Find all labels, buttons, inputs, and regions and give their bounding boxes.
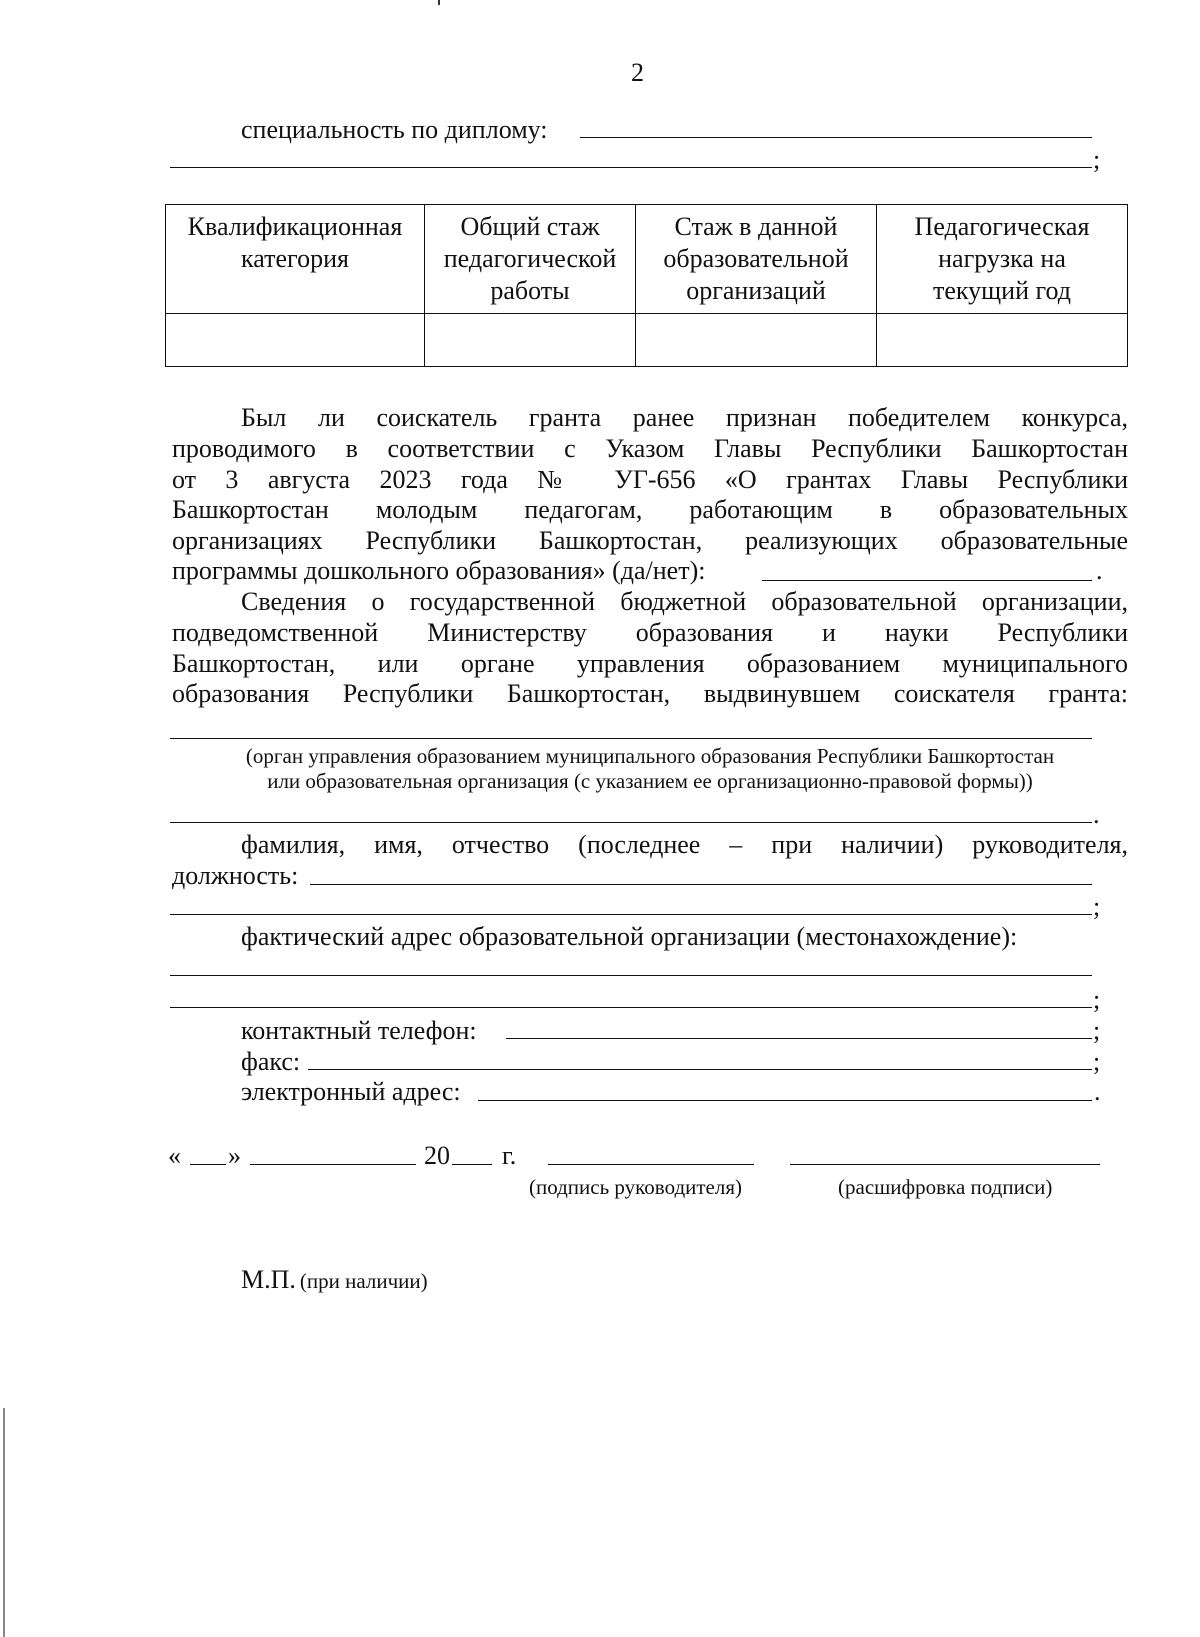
- winner-question-line-5: организациях Республики Башкортостан, реализующих образовательные: [172, 526, 1128, 555]
- header-experience-in-organization: Стаж в данной образовательной организаций: [636, 205, 877, 314]
- org-hint-line-1: (орган управления образованием муниципального образования Республики Башкортостан: [245, 744, 1055, 768]
- decryption-caption: (расшифровка подписи): [838, 1175, 1053, 1199]
- specialty-field-line-2[interactable]: [170, 167, 1092, 168]
- org-name-field-line-2[interactable]: [170, 822, 1092, 823]
- date-close-quote: »: [228, 1141, 241, 1170]
- winner-answer-end: .: [1096, 556, 1103, 585]
- email-label: электронный адрес:: [241, 1077, 461, 1106]
- address-field-line-2[interactable]: [170, 1007, 1092, 1008]
- qualification-table: [165, 204, 1128, 367]
- date-open-quote: «: [168, 1141, 181, 1170]
- head-name-field-line-2[interactable]: [170, 914, 1092, 915]
- org-hint-line-2: или образовательная организация (с указанием ее организационно-правовой формы)): [267, 769, 1033, 793]
- table-header-row: [166, 205, 1128, 314]
- table-row: [166, 314, 1128, 367]
- signature-decryption-field[interactable]: [790, 1164, 1100, 1165]
- winner-answer-field[interactable]: [762, 580, 1092, 581]
- date-day-field[interactable]: [190, 1164, 226, 1165]
- cell-experience-in-organization[interactable]: [636, 314, 877, 367]
- email-field[interactable]: [478, 1100, 1092, 1101]
- org-info-line-4: образования Республики Башкортостан, выдвинувшем соискателя гранта:: [172, 679, 1128, 708]
- winner-question-line-4: Башкортостан молодым педагогам, работающим в образовательных: [172, 495, 1128, 524]
- header-teaching-load: Педагогическая нагрузка на текущий год: [877, 205, 1128, 314]
- head-name-line-1: фамилия, имя, отчество (последнее – при наличии) руководителя,: [241, 830, 1128, 859]
- date-month-field[interactable]: [250, 1164, 416, 1165]
- specialty-end: ;: [1093, 145, 1101, 174]
- head-name-field-line-1[interactable]: [310, 884, 1092, 885]
- stamp-mp: М.П.: [241, 1265, 296, 1294]
- phone-end: ;: [1093, 1016, 1101, 1045]
- specialty-label: специальность по диплому:: [241, 115, 548, 144]
- winner-question-line-1: Был ли соискатель гранта ранее признан победителем конкурса,: [241, 403, 1128, 432]
- signature-caption: (подпись руководителя): [529, 1175, 743, 1199]
- date-year-field[interactable]: [452, 1164, 492, 1165]
- address-field-line-1[interactable]: [170, 975, 1092, 976]
- scan-dot: [438, 0, 440, 5]
- winner-question-line-3: от 3 августа 2023 года № УГ-656 «О грантах Главы Республики: [172, 465, 1128, 494]
- fax-field[interactable]: [308, 1069, 1092, 1070]
- scan-edge-mark: [3, 1408, 5, 1637]
- org-name-end: .: [1093, 800, 1100, 829]
- winner-question-line-2: проводимого в соответствии с Указом Главы Республики Башкортостан: [172, 434, 1128, 463]
- email-end: .: [1094, 1077, 1101, 1106]
- head-name-line-2: должность:: [172, 861, 299, 890]
- cell-qualification-category[interactable]: [166, 314, 425, 367]
- address-end: ;: [1093, 985, 1101, 1014]
- cell-teaching-load[interactable]: [877, 314, 1128, 367]
- date-year-prefix: 20: [424, 1141, 450, 1170]
- address-label: фактический адрес образовательной организации (местонахождение):: [241, 922, 1018, 951]
- stamp-note: [241, 1265, 428, 1295]
- cell-total-experience[interactable]: [425, 314, 636, 367]
- winner-question-line-6: программы дошкольного образования» (да/нет):: [172, 556, 706, 585]
- header-qualification-category: Квалификационная категория: [166, 205, 425, 314]
- org-name-field-line-1[interactable]: [170, 738, 1092, 739]
- specialty-field-line-1[interactable]: [580, 137, 1092, 138]
- header-total-experience: Общий стаж педагогической работы: [425, 205, 636, 314]
- page-number: 2: [631, 58, 644, 87]
- signature-field[interactable]: [548, 1164, 754, 1165]
- head-name-end: ;: [1093, 892, 1101, 921]
- phone-label: контактный телефон:: [241, 1016, 477, 1045]
- date-year-suffix: г.: [502, 1141, 517, 1170]
- stamp-mp-note: (при наличии): [299, 1269, 428, 1293]
- org-info-line-1: Сведения о государственной бюджетной образовательной организации,: [241, 587, 1128, 616]
- phone-field[interactable]: [506, 1038, 1092, 1039]
- fax-end: ;: [1093, 1047, 1101, 1076]
- org-info-line-2: подведомственной Министерству образования и науки Республики: [172, 618, 1128, 647]
- fax-label: факс:: [241, 1047, 301, 1076]
- org-info-line-3: Башкортостан, или органе управления образованием муниципального: [172, 649, 1128, 678]
